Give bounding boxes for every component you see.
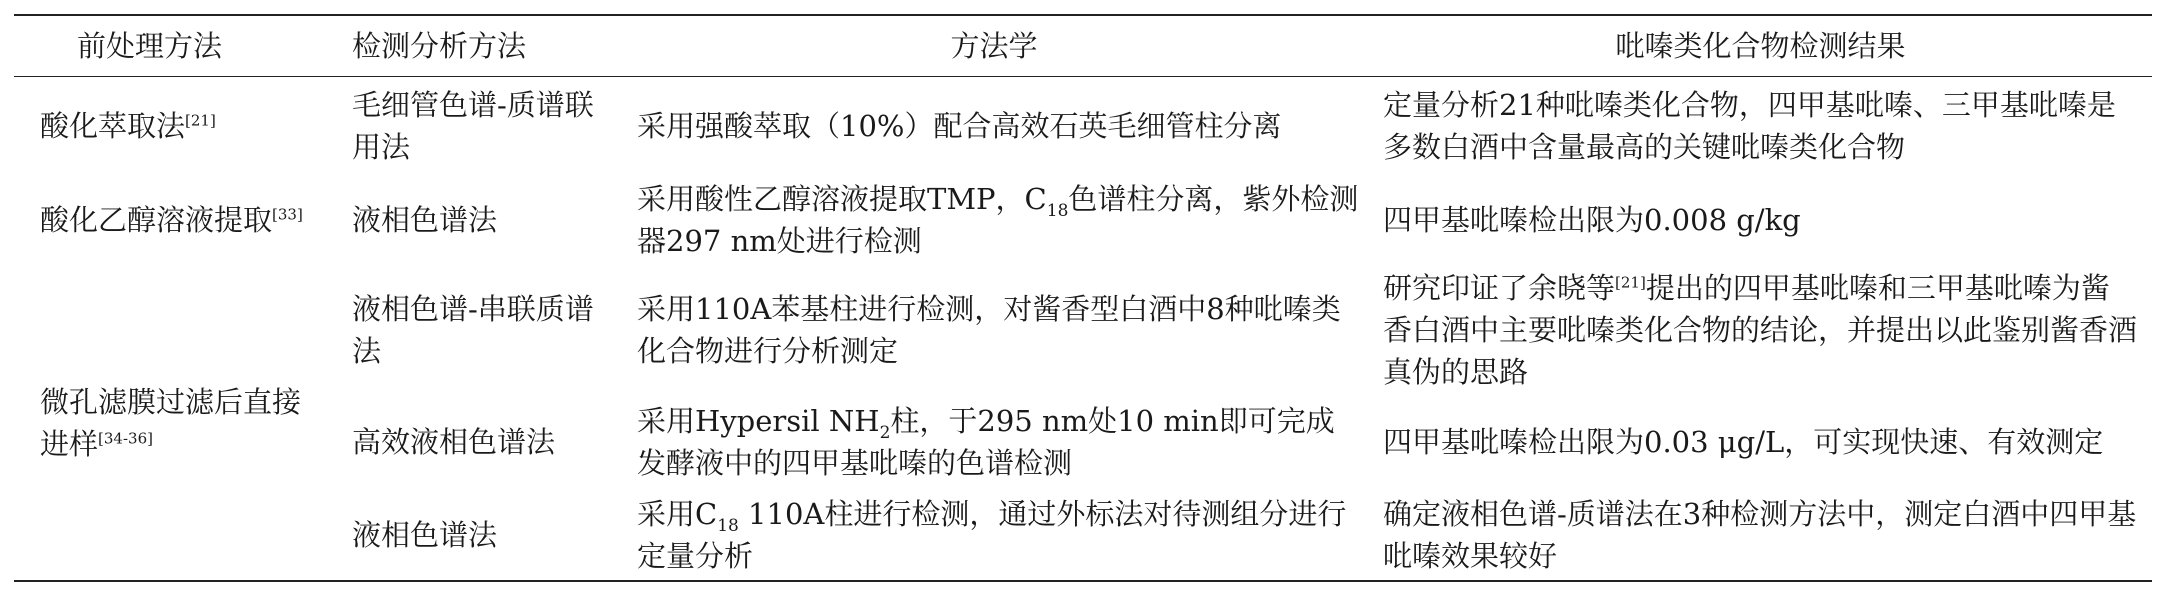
- citation: [21]: [1615, 272, 1646, 291]
- table-container: [14, 14, 2152, 582]
- result-cell: 四甲基吡嗪检出限为0.03 μg/L，可实现快速、有效测定: [1383, 424, 2104, 459]
- table-header-row: [14, 15, 2152, 77]
- pretreatment-text: 酸化乙醇溶液提取: [40, 203, 273, 237]
- method-text: 采用酸性乙醇溶液提取TMP，C: [637, 182, 1047, 216]
- result-cell: 确定液相色谱-质谱法在3种检测方法中，测定白酒中四甲基吡嗪效果较好: [1383, 497, 2137, 573]
- table-row: [14, 174, 2152, 266]
- method-cell: [619, 174, 1369, 266]
- subscript: 2: [879, 422, 891, 443]
- table-row: [14, 77, 2152, 175]
- header-methodology: 方法学: [950, 29, 1038, 63]
- pretreatment-cell: [14, 77, 314, 175]
- analysis-cell: 液相色谱-串联质谱法: [352, 291, 594, 368]
- table-row: [14, 490, 2152, 581]
- method-text-cont: 色谱柱分离，紫外检测器297 nm处进行检测: [637, 182, 1359, 258]
- header-detection-result: 吡嗪类化合物检测结果: [1615, 29, 1906, 63]
- pretreatment-text: 微孔滤膜过滤后直接进样: [40, 385, 302, 461]
- table-row: [14, 393, 2152, 490]
- table-row: [14, 266, 2152, 393]
- result-cell: [1369, 266, 2152, 393]
- header-pretreatment: 前处理方法: [77, 29, 223, 63]
- pyrazine-detection-table: [14, 14, 2152, 582]
- result-cell: 定量分析21种吡嗪类化合物，四甲基吡嗪、三甲基吡嗪是多数白酒中含量最高的关键吡嗪类化合物: [1383, 87, 2116, 164]
- method-text-cont: 柱，于295 nm处10 min即可完成发酵液中的四甲基吡嗪的色谱检测: [637, 403, 1335, 480]
- method-cell: [619, 393, 1369, 490]
- pretreatment-text: 酸化萃取法: [40, 108, 186, 143]
- analysis-cell: 高效液相色谱法: [352, 424, 556, 459]
- pretreatment-cell: [14, 266, 314, 581]
- method-text-cont: 110A柱进行检测，通过外标法对待测组分进行定量分析: [637, 497, 1347, 573]
- method-cell: 采用110A苯基柱进行检测，对酱香型白酒中8种吡嗪类化合物进行分析测定: [637, 291, 1341, 368]
- analysis-cell: 液相色谱法: [352, 518, 498, 552]
- method-text: 采用C: [637, 497, 718, 531]
- subscript: 18: [717, 515, 739, 536]
- result-text-cont: 提出的四甲基吡嗪和三甲基吡嗪为酱香白酒中主要吡嗪类化合物的结论，并提出以此鉴别酱香酒真伪的思路: [1383, 270, 2138, 389]
- result-text: 研究印证了余晓等: [1383, 270, 1616, 305]
- header-analysis-method: 检测分析方法: [352, 29, 527, 63]
- method-text: 采用Hypersil NH: [637, 403, 880, 438]
- method-cell: 采用强酸萃取（10%）配合高效石英毛细管柱分离: [637, 108, 1282, 143]
- analysis-cell: 毛细管色谱-质谱联用法: [352, 87, 594, 164]
- analysis-cell: 液相色谱法: [352, 203, 498, 237]
- result-cell: 四甲基吡嗪检出限为0.008 g/kg: [1383, 203, 1801, 237]
- citation: [33]: [272, 205, 303, 224]
- subscript: 18: [1046, 200, 1069, 221]
- method-cell: [619, 490, 1369, 581]
- pretreatment-cell: [14, 174, 314, 266]
- citation: [21]: [185, 110, 216, 129]
- citation: [34-36]: [98, 429, 153, 448]
